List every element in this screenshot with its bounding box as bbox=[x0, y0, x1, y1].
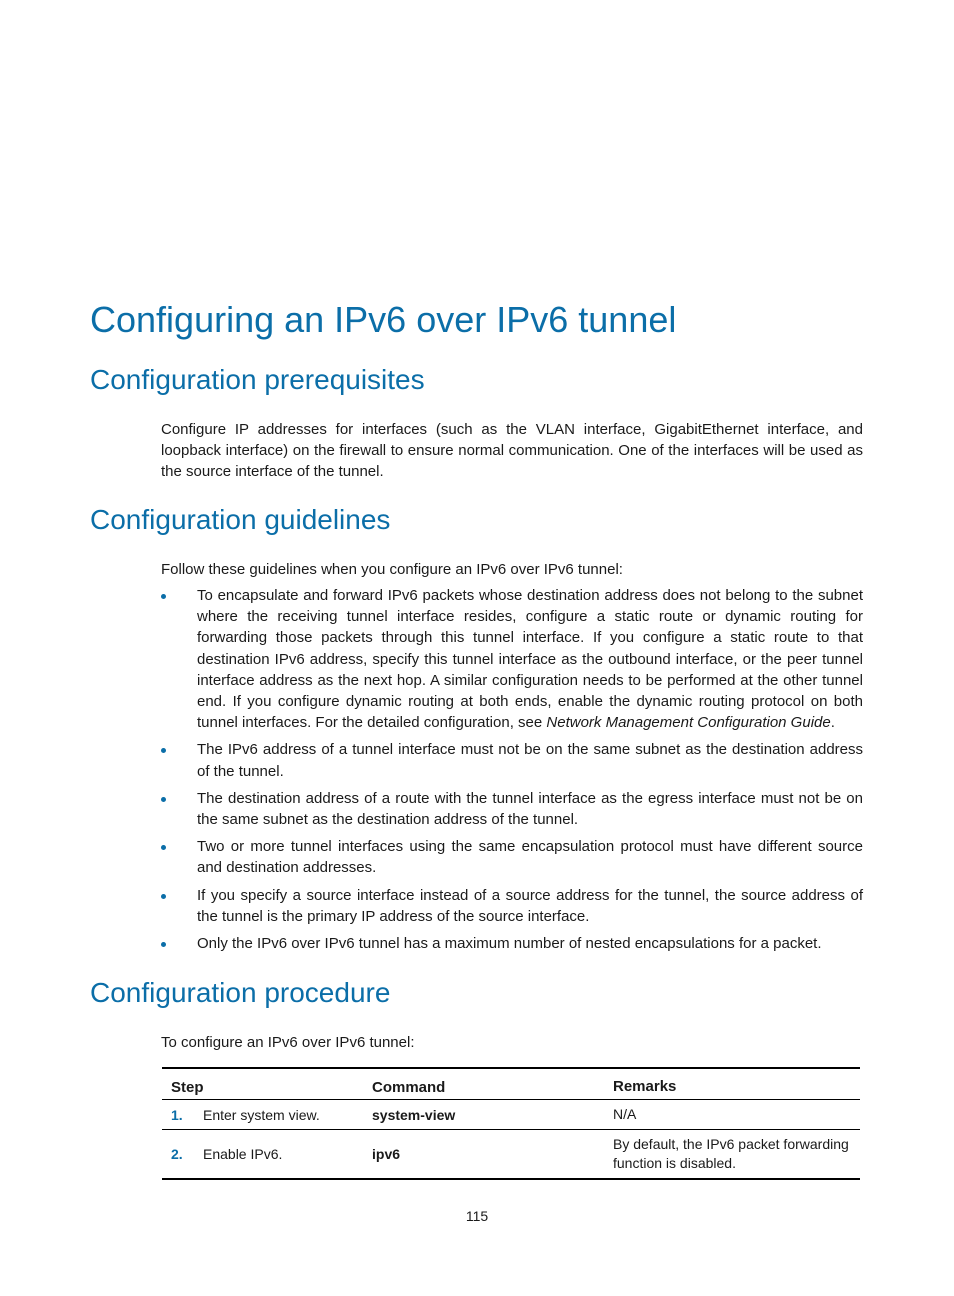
heading-guidelines: Configuration guidelines bbox=[90, 504, 391, 535]
step-text: Enter system view. bbox=[203, 1106, 320, 1123]
guidelines-list bbox=[161, 585, 863, 960]
chapter-title: Configuring an IPv6 over IPv6 tunnel bbox=[90, 299, 677, 340]
list-item-text: Only the IPv6 over IPv6 tunnel has a maximum number of nested encapsulations for a packet. bbox=[197, 935, 822, 953]
list-item bbox=[161, 933, 863, 954]
list-item-end: . bbox=[830, 714, 835, 732]
step-cell bbox=[162, 1100, 363, 1129]
procedure-intro: To configure an IPv6 over IPv6 tunnel: bbox=[161, 1034, 415, 1051]
guide-reference: Network Management Configuration Guide bbox=[546, 714, 831, 732]
bullet-icon bbox=[161, 748, 166, 753]
header-step: Step bbox=[171, 1079, 204, 1096]
heading-procedure: Configuration procedure bbox=[90, 977, 391, 1008]
list-item-text: If you specify a source interface instead of a source address for the tunnel, the source address of the tunnel is the primary IP address of the source interface. bbox=[197, 886, 863, 925]
list-item bbox=[161, 788, 863, 830]
list-item-text: The IPv6 address of a tunnel interface must not be on the same subnet as the destination address of the tunnel. bbox=[197, 741, 863, 780]
remarks-cell: By default, the IPv6 packet forwarding function is disabled. bbox=[613, 1136, 849, 1171]
step-text: Enable IPv6. bbox=[203, 1146, 283, 1162]
list-item bbox=[161, 885, 863, 927]
command-cell: system-view bbox=[372, 1106, 456, 1123]
list-item bbox=[161, 836, 863, 878]
list-item bbox=[161, 585, 863, 733]
prerequisites-paragraph: Configure IP addresses for interfaces (such as the VLAN interface, GigabitEthernet interface, and loopback interface) on the firewall to ensure normal communication. One of the interfaces will be used as the source interface of the tunnel. bbox=[161, 421, 863, 481]
list-item-text: To encapsulate and forward IPv6 packets whose destination address does not belong to the subnet where the receiving tunnel interface resides, configure a static route or dynamic routing for forwarding those packets through this tunnel interface. If you configure a static route to that destination IPv6 address, specify this tunnel interface as the outbound interface, or the peer tunnel interface address as the next hop. A similar configuration needs to be performed at the other tunnel end. If you configure dynamic routing at both ends, enable the dynamic routing protocol on both tunnel interfaces. For the detailed configuration, see bbox=[197, 587, 863, 732]
remarks-cell: N/A bbox=[613, 1106, 637, 1122]
bullet-icon bbox=[161, 942, 166, 947]
list-item bbox=[161, 739, 863, 781]
bullet-icon bbox=[161, 594, 166, 599]
bullet-icon bbox=[161, 845, 166, 850]
table-row bbox=[162, 1100, 860, 1130]
procedure-table bbox=[162, 1067, 860, 1180]
command-cell: ipv6 bbox=[372, 1146, 401, 1162]
bullet-icon bbox=[161, 894, 166, 899]
table-header-row bbox=[162, 1069, 860, 1100]
bullet-icon bbox=[161, 797, 166, 802]
step-cell bbox=[162, 1130, 363, 1178]
list-item-text: Two or more tunnel interfaces using the same encapsulation protocol must have different source and destination addresses. bbox=[197, 838, 863, 877]
page-number: 115 bbox=[465, 1208, 489, 1224]
heading-prerequisites: Configuration prerequisites bbox=[90, 364, 425, 395]
table-row bbox=[162, 1130, 860, 1178]
list-item-text: The destination address of a route with the tunnel interface as the egress interface must not be on the same subnet as the destination address of the tunnel. bbox=[197, 789, 863, 829]
step-number: 1. bbox=[171, 1106, 183, 1123]
header-command: Command bbox=[372, 1079, 446, 1096]
guidelines-intro: Follow these guidelines when you configure an IPv6 over IPv6 tunnel: bbox=[161, 561, 623, 578]
step-number: 2. bbox=[171, 1146, 183, 1162]
header-remarks: Remarks bbox=[613, 1078, 677, 1095]
